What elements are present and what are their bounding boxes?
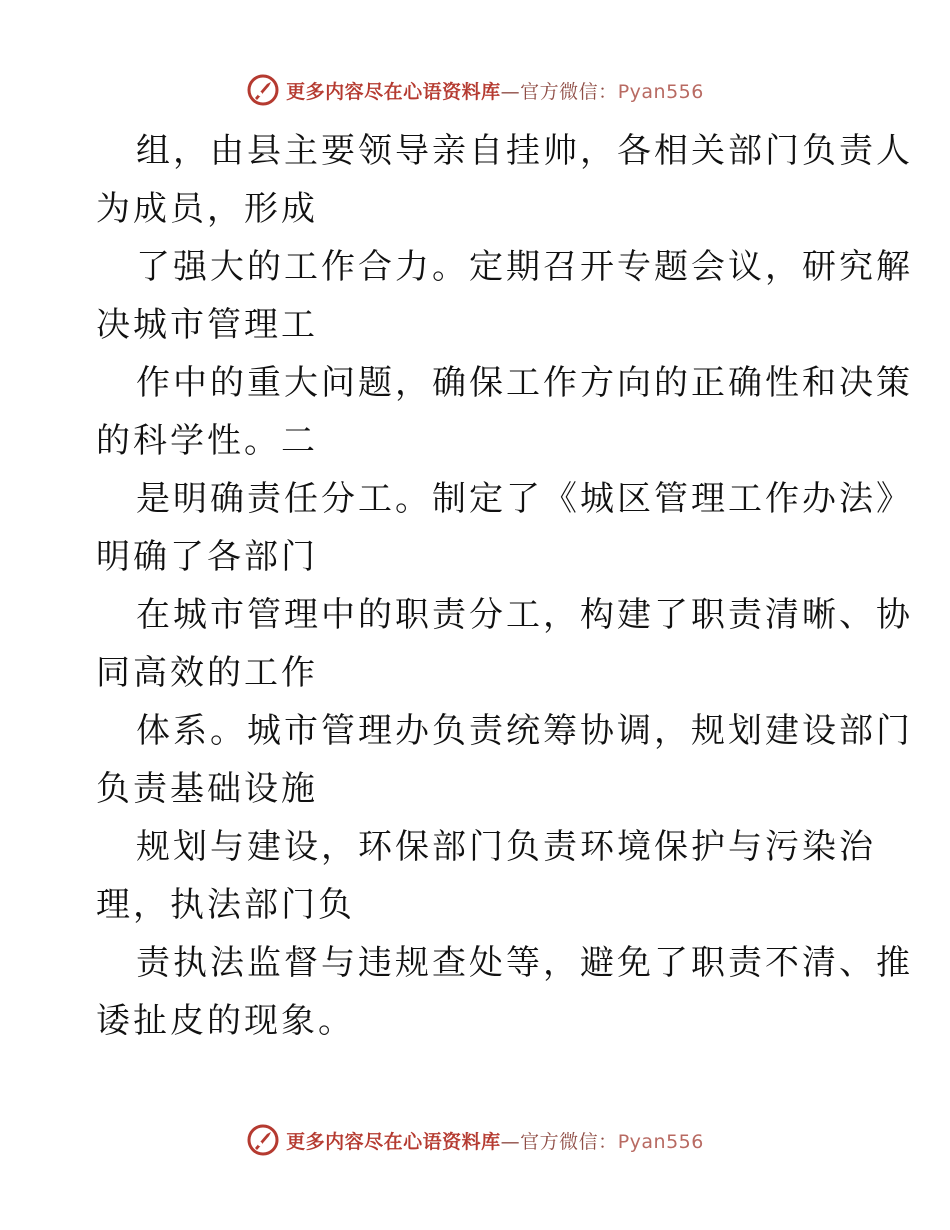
banner-wechat-id: Pyan556 bbox=[617, 1130, 704, 1153]
text-line: 在城市管理中的职责分工，构建了职责清晰、协 bbox=[136, 595, 913, 635]
text-line: 体系。城市管理办负责统筹协调，规划建设部门 bbox=[136, 711, 913, 751]
pen-nib-logo-icon bbox=[246, 73, 280, 107]
text-line: 是明确责任分工。制定了《城区管理工作办法》 bbox=[136, 479, 913, 519]
text-line: 了强大的工作合力。定期召开专题会议，研究解 bbox=[136, 247, 913, 287]
pen-nib-logo-icon bbox=[246, 1123, 280, 1157]
document-body bbox=[96, 122, 913, 1050]
text-line: 的科学性。二 bbox=[96, 421, 318, 461]
text-line: 明确了各部门 bbox=[96, 537, 318, 577]
banner-text bbox=[286, 77, 704, 104]
banner-text bbox=[286, 1127, 704, 1154]
banner-site-name: 更多内容尽在心语资料库 bbox=[286, 1130, 501, 1153]
text-line: 理，执法部门负 bbox=[96, 885, 355, 925]
footer-banner bbox=[0, 1120, 950, 1160]
text-line: 诿扯皮的现象。 bbox=[96, 1001, 355, 1041]
text-line: 组，由县主要领导亲自挂帅，各相关部门负责人 bbox=[136, 131, 913, 171]
text-line: 责执法监督与违规查处等，避免了职责不清、推 bbox=[136, 943, 913, 983]
banner-wechat-id: Pyan556 bbox=[617, 80, 704, 103]
banner-site-name: 更多内容尽在心语资料库 bbox=[286, 80, 501, 103]
text-line: 规划与建设，环保部门负责环境保护与污染治 bbox=[136, 827, 876, 867]
text-line: 负责基础设施 bbox=[96, 769, 318, 809]
text-line: 为成员，形成 bbox=[96, 189, 318, 229]
banner-wechat-label: —官方微信： bbox=[500, 80, 618, 103]
text-line: 同高效的工作 bbox=[96, 653, 318, 693]
text-line: 决城市管理工 bbox=[96, 305, 318, 345]
banner-wechat-label: —官方微信： bbox=[500, 1130, 618, 1153]
header-banner bbox=[0, 70, 950, 110]
text-line: 作中的重大问题，确保工作方向的正确性和决策 bbox=[136, 363, 913, 403]
